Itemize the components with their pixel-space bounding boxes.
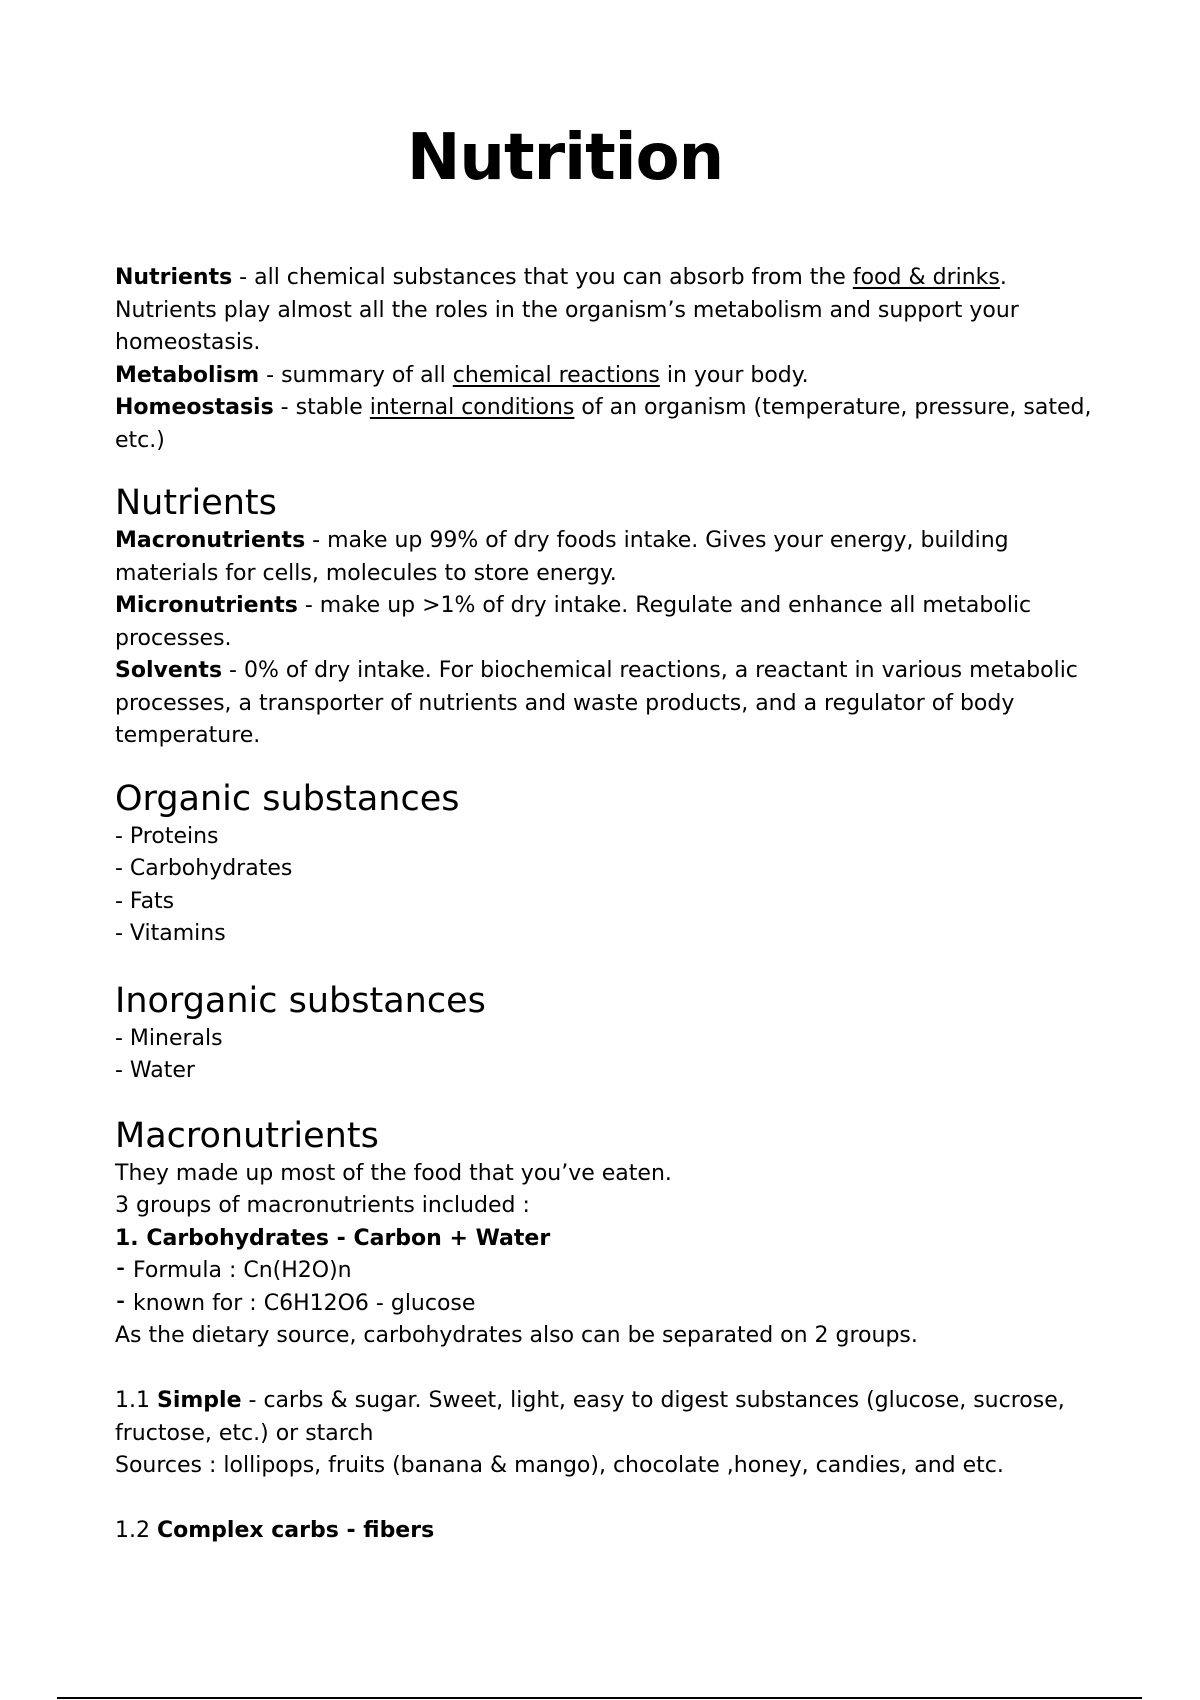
underlined-phrase-internal-conditions: internal conditions (369, 395, 575, 420)
list-item: - Fats (115, 888, 175, 914)
definition-text: . (999, 265, 1007, 290)
definition-text: of an organism (temperature, pressure, sated, etc.) (115, 395, 1092, 453)
heading-organic-substances: Organic substances (115, 778, 460, 819)
homeostasis-definition (115, 392, 1115, 457)
bullet-known-for: ⁃ known for : C6H12O6 - glucose (115, 1290, 476, 1316)
list-item: - Proteins (115, 823, 219, 849)
definition-text: - summary of all (259, 362, 453, 388)
document-body (115, 262, 1115, 1548)
carbohydrates-groups-note: As the dietary source, carbohydrates also can be separated on 2 groups. (115, 1323, 918, 1348)
underlined-phrase-chemical-reactions: chemical reactions (452, 362, 660, 388)
simple-carbs-definition (115, 1385, 1115, 1450)
bullet-formula: ⁃ Formula : Cn(H2O)n (115, 1258, 352, 1283)
blank-line (115, 1483, 1115, 1516)
list-item: - Carbohydrates (115, 856, 293, 881)
complex-carbs-heading (115, 1515, 1115, 1548)
definition-text: in your body. (659, 362, 809, 388)
list-item: - Water (115, 1058, 195, 1083)
heading-nutrients: Nutrients (115, 483, 277, 523)
metabolism-definition (115, 360, 1115, 393)
carbohydrates-heading: 1. Carbohydrates - Carbon + Water (115, 1225, 551, 1251)
term-nutrients: Nutrients (115, 265, 233, 290)
macronutrients-intro: They made up most of the food that you’ve eaten. (115, 1160, 672, 1186)
solvents-definition (115, 655, 1115, 753)
definition-text: - make up >1% of dry intake. Regulate and enhance all metabolic processes. (115, 593, 1032, 651)
macronutrients-definition (115, 525, 1115, 590)
numbered-item-carbohydrates (115, 1223, 1115, 1256)
page-bottom-rule (57, 1697, 1142, 1699)
simple-carbs-sources: Sources : lollipops, fruits (banana & mango), chocolate ,honey, candies, and etc. (115, 1453, 1004, 1478)
term-micronutrients: Micronutrients (115, 593, 298, 618)
term-complex-carbs: Complex carbs - fibers (156, 1518, 435, 1543)
term-simple: Simple (156, 1388, 242, 1413)
micronutrients-definition (115, 590, 1115, 655)
blank-line (115, 1353, 1115, 1386)
term-solvents: Solvents (115, 658, 223, 683)
list-item: - Minerals (115, 1025, 223, 1051)
definition-text: - all chemical substances that you can absorb from the (232, 265, 853, 290)
list-item: - Vitamins (115, 921, 226, 946)
definition-text: - 0% of dry intake. For biochemical reactions, a reactant in various metabolic processes, a transporter of nutrients and waste products, and a regulator of body temperature. (115, 658, 1078, 748)
subsection-number: 1.1 (115, 1388, 157, 1413)
definition-text: - carbs & sugar. Sweet, light, easy to digest substances (glucose, sucrose, fructose, etc.) or starch (115, 1388, 1065, 1446)
term-macronutrients: Macronutrients (115, 528, 306, 553)
page-title: Nutrition (406, 121, 724, 195)
term-metabolism: Metabolism (115, 362, 260, 388)
nutrients-description: Nutrients play almost all the roles in the organism’s metabolism and support your homeostasis. (115, 297, 1019, 355)
underlined-phrase-food-drinks: food & drinks (852, 265, 1000, 290)
nutrients-definition (115, 262, 1115, 295)
term-homeostasis: Homeostasis (115, 395, 274, 420)
heading-macronutrients: Macronutrients (115, 1115, 379, 1156)
heading-inorganic-substances: Inorganic substances (115, 980, 486, 1021)
definition-text: - stable (273, 395, 370, 420)
subsection-number: 1.2 (115, 1518, 157, 1543)
definition-text: - make up 99% of dry foods intake. Gives your energy, building materials for cells, molecules to store energy. (115, 528, 1009, 586)
macronutrients-groups-note: 3 groups of macronutrients included : (115, 1193, 530, 1218)
